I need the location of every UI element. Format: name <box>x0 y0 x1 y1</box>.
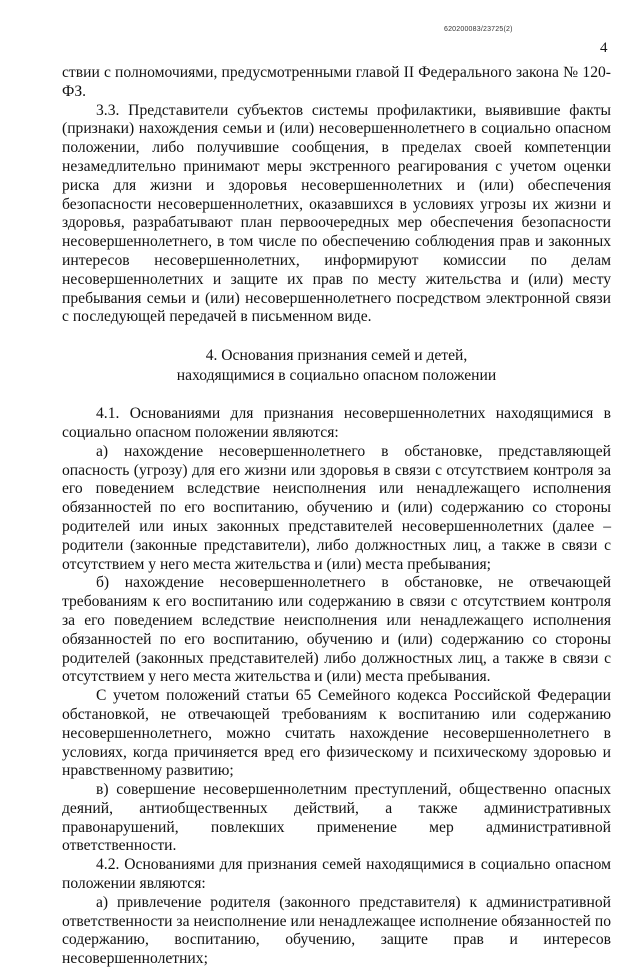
paragraph-4-1-v: в) совершение несовершеннолетним преступлений, общественно опасных деяний, антиобщественных действий, а также административных правонарушений, повлекших применение мер административной ответственности. <box>62 781 611 855</box>
paragraph-4-1-a: а) нахождение несовершеннолетнего в обстановке, представляющей опасность (угрозу) для его жизни или здоровья в связи с отсутствием контроля за его поведением вследствие неисполнения или ненадлежащего исполнения обязанностей по его воспитанию, обучению и (или) содержанию со стороны родителей или иных законных представителей несовершеннолетних (далее – родители (законные представители), либо должностных лиц, а также в связи с отсутствием у него места жительства и (или) места пребывания; <box>62 442 611 573</box>
paragraph-continuation: ствии с полномочиями, предусмотренными главой II Федерального закона № 120-ФЗ. <box>62 64 611 100</box>
section-heading <box>62 346 611 386</box>
paragraph-4-1: 4.1. Основаниями для признания несовершеннолетних находящимися в социально опасном положении являются: <box>62 405 611 441</box>
paragraph-3-3: 3.3. Представители субъектов системы профилактики, выявившие факты (признаки) нахождения семьи и (или) несовершеннолетнего в социально опасном положении, либо получившие сообщения, в пределах своей компетенции незамедлительно принимают меры экстренного реагирования с учетом оценки риска для жизни и здоровья несовершеннолетних и (или) обеспечения безопасности несовершеннолетних, оказавшихся в условиях угрозы их жизни и здоровья, разрабатывают план первоочередных мер обеспечения безопасности несовершеннолетнего, в том числе по обеспечению соблюдения прав и законных интересов несовершеннолетних, информируют комиссии по делам несовершеннолетних и защите их прав по месту жительства и (или) месту пребывания семьи и (или) несовершеннолетнего посредством электронной связи с последующей передачей в письменном виде. <box>62 101 611 326</box>
paragraph-4-2: 4.2. Основаниями для признания семей находящимися в социально опасном положении являются: <box>62 856 611 893</box>
section-title-line-2: находящимися в социально опасном положении <box>176 367 497 385</box>
paragraph-family-code-note: С учетом положений статьи 65 Семейного кодекса Российской Федерации обстановкой, не отвечающей требованиям к воспитанию или содержанию несовершеннолетнего, можно считать нахождение несовершеннолетнего в условиях, когда причиняется вред его физическому и психическому здоровью и нравственному развитию; <box>62 687 611 780</box>
paragraph-4-2-a: а) привлечение родителя (законного представителя) к административной ответственности за неисполнение или ненадлежащее исполнение обязанностей по содержанию, воспитанию, обучению, защите прав и интересов несовершеннолетних; <box>62 893 611 968</box>
section-title-line-1: 4. Основания признания семей и детей, <box>205 347 468 365</box>
document-body <box>62 64 611 969</box>
page-number: 4 <box>600 40 608 56</box>
paragraph-4-1-b: б) нахождение несовершеннолетнего в обстановке, не отвечающей требованиям к его воспитанию или содержанию в связи с отсутствием контроля за его поведением вследствие неисполнения или ненадлежащего исполнения обязанностей по его воспитанию, обучению и (или) содержанию со стороны родителей (законных представителей) либо должностных лиц, а также в связи с отсутствием у него места жительства и (или) места пребывания. <box>62 574 611 686</box>
document-registration-number: 620200083/23725(2) <box>444 26 513 33</box>
